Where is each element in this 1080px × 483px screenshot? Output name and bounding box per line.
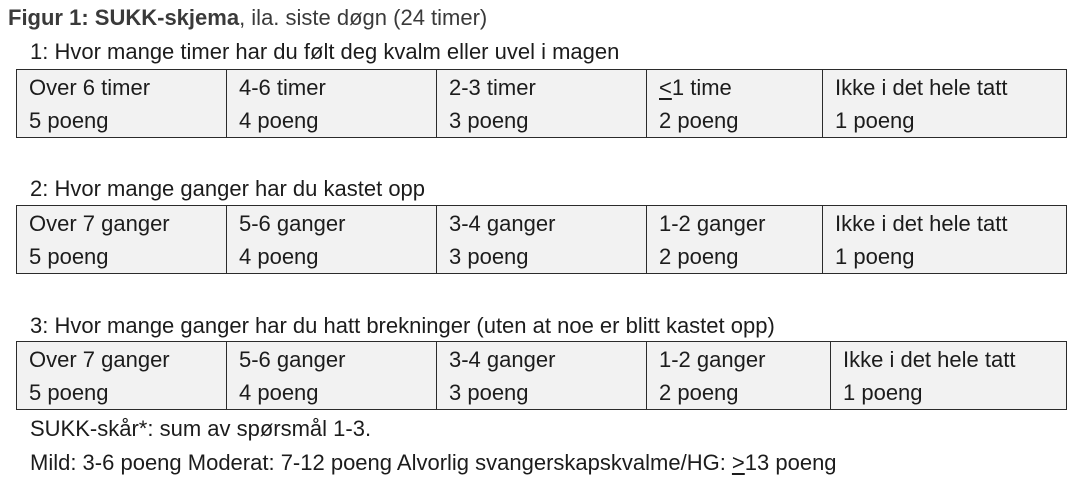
option-cell [831, 342, 1067, 410]
option-cell [227, 206, 437, 274]
option-label-text: Ikke i det hele tatt [835, 211, 1008, 236]
option-cell [17, 70, 227, 138]
option-label-text: Ikke i det hele tatt [835, 75, 1008, 100]
question-2-title: 2: Hvor mange ganger har du kastet opp [30, 176, 426, 201]
option-points: 1 poeng [835, 244, 915, 269]
option-label [29, 71, 226, 104]
option-label [659, 71, 822, 104]
severity-text: Mild: 3-6 poeng Moderat: 7-12 poeng Alvorlig svangerskapskvalme/HG: [30, 450, 732, 475]
option-points: 4 poeng [239, 108, 319, 133]
severity-geq-symbol: > [731, 450, 745, 475]
option-cell [17, 206, 227, 274]
option-cell [647, 342, 831, 410]
options-row [17, 206, 1067, 274]
option-label [239, 343, 436, 376]
question-2-options-table [16, 205, 1067, 274]
option-label [449, 343, 646, 376]
option-points: 1 poeng [843, 380, 923, 405]
option-points: 3 poeng [449, 108, 529, 133]
option-label [449, 207, 646, 240]
option-points: 2 poeng [659, 380, 739, 405]
option-cell [823, 70, 1067, 138]
option-label-text: Over 7 ganger [29, 347, 170, 372]
caption-title: Figur 1: SUKK-skjema [8, 5, 240, 30]
score-description: SUKK-skår*: sum av spørsmål 1-3. [30, 416, 372, 441]
question-1-options-table [16, 69, 1067, 138]
option-label [239, 207, 436, 240]
option-label-text: 2-3 timer [449, 75, 536, 100]
question-1-title: 1: Hvor mange timer har du følt deg kvalm eller uvel i magen [30, 39, 620, 64]
option-points: 4 poeng [239, 380, 319, 405]
figure-caption [8, 4, 487, 32]
option-label [843, 343, 1066, 376]
severity-threshold: 13 poeng [744, 450, 837, 475]
option-label-text: 1 time [671, 75, 732, 100]
caption-subtitle: , ila. siste døgn (24 timer) [239, 5, 488, 30]
question-3-options-table [16, 341, 1067, 410]
option-label [835, 71, 1066, 104]
option-label-text: Over 7 ganger [29, 211, 170, 236]
option-cell [647, 206, 823, 274]
option-points: 2 poeng [659, 108, 739, 133]
option-points: 5 poeng [29, 108, 109, 133]
option-label-text: 1-2 ganger [659, 211, 766, 236]
option-cell [17, 342, 227, 410]
option-points: 5 poeng [29, 244, 109, 269]
option-label [659, 207, 822, 240]
option-label-text: 3-4 ganger [449, 347, 556, 372]
option-cell [437, 70, 647, 138]
option-label [29, 343, 226, 376]
option-cell [227, 342, 437, 410]
options-row [17, 342, 1067, 410]
option-cell [437, 206, 647, 274]
option-label-text: Ikke i det hele tatt [843, 347, 1016, 372]
option-cell [647, 70, 823, 138]
option-points: 5 poeng [29, 380, 109, 405]
option-label-text: Over 6 timer [29, 75, 151, 100]
option-label [449, 71, 646, 104]
option-cell [823, 206, 1067, 274]
options-row [17, 70, 1067, 138]
severity-scale [30, 449, 837, 477]
option-label [239, 71, 436, 104]
option-label-text: 1-2 ganger [659, 347, 766, 372]
option-label-text: 4-6 timer [239, 75, 326, 100]
option-label [29, 207, 226, 240]
less-or-equal-symbol: < [659, 75, 672, 100]
option-cell [437, 342, 647, 410]
question-3-title: 3: Hvor mange ganger har du hatt brekninger (uten at noe er blitt kastet opp) [30, 313, 775, 338]
option-points: 3 poeng [449, 244, 529, 269]
option-cell [227, 70, 437, 138]
option-label [659, 343, 830, 376]
option-label-text: 3-4 ganger [449, 211, 556, 236]
option-points: 4 poeng [239, 244, 319, 269]
option-points: 3 poeng [449, 380, 529, 405]
option-label-text: 5-6 ganger [239, 211, 346, 236]
option-label [835, 207, 1066, 240]
option-label-text: 5-6 ganger [239, 347, 346, 372]
option-points: 2 poeng [659, 244, 739, 269]
option-points: 1 poeng [835, 108, 915, 133]
